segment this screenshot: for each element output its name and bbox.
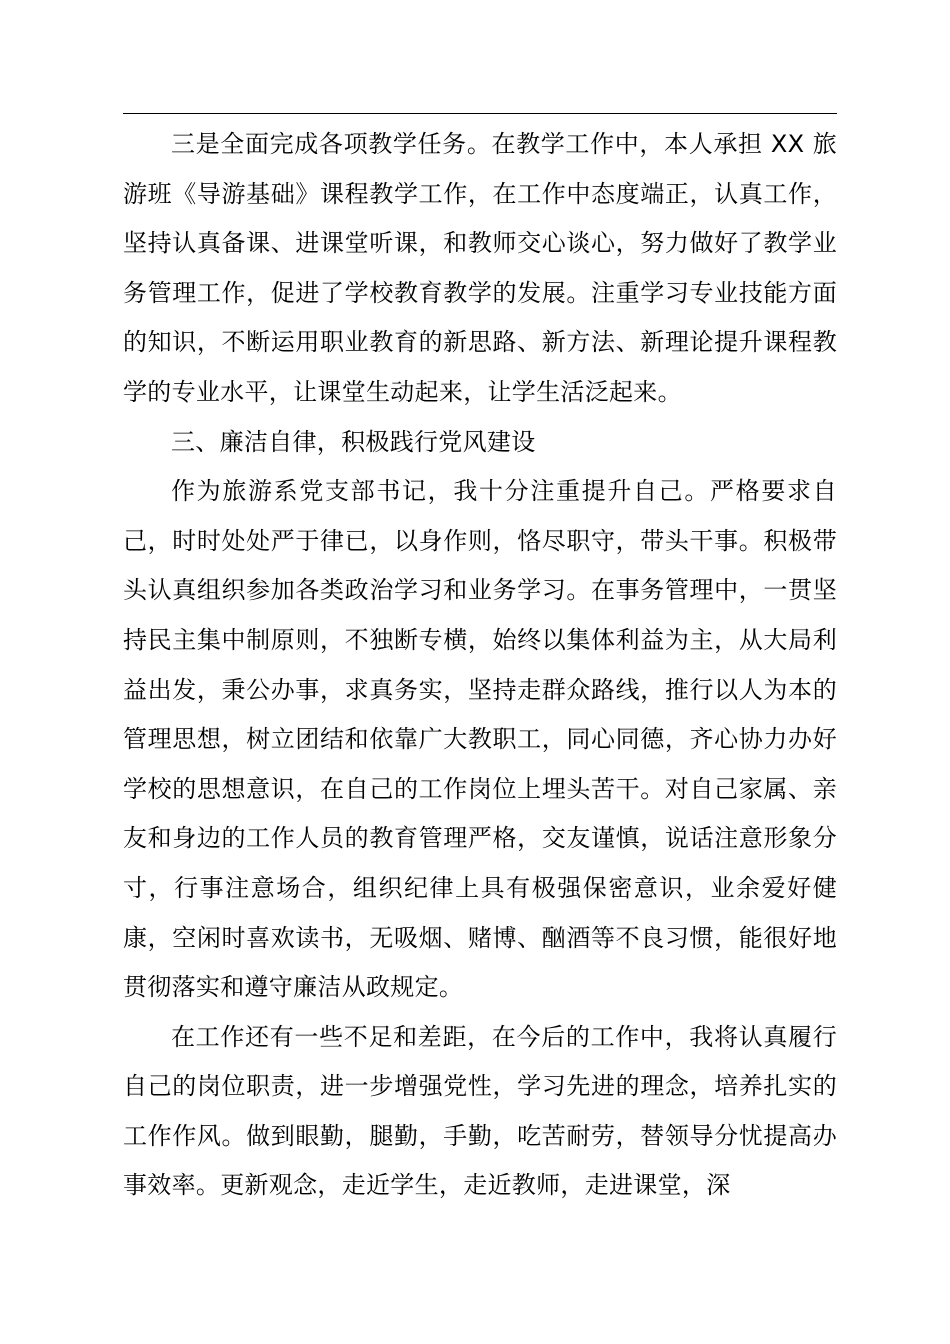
header-rule xyxy=(123,113,837,114)
paragraph-teaching-tasks: 三是全面完成各项教学任务。在教学工作中，本人承担 XX 旅游班《导游基础》课程教学工作，在工作中态度端正，认真工作，坚持认真备课、进课堂听课，和教师交心谈心，努力做好了教学业务管理工作，促进了学校教育教学的发展。注重学习专业技能方面的知识，不断运用职业教育的新思路、新方法、新理论提升课程教学的专业水平，让课堂生动起来，让学生活泛起来。 xyxy=(123,130,837,406)
paragraph-self-discipline: 作为旅游系党支部书记，我十分注重提升自己。严格要求自己，时时处处严于律已，以身作则，恪尽职守，带头干事。积极带头认真组织参加各类政治学习和业务学习。在事务管理中，一贯坚持民主集中制原则，不独断专横，始终以集体利益为主，从大局利益出发，秉公办事，求真务实，坚持走群众路线，推行以人为本的管理思想，树立团结和依靠广大教职工，同心同德，齐心协力办好学校的思想意识，在自己的工作岗位上埋头苦干。对自己家属、亲友和身边的工作人员的教育管理严格，交友谨慎，说话注意形象分寸，行事注意场合，组织纪律上具有极强保密意识，业余爱好健康，空闲时喜欢读书，无吸烟、赌博、酗酒等不良习惯，能很好地贯彻落实和遵守廉洁从政规定。 xyxy=(123,477,837,1002)
section-heading: 三、廉洁自律，积极践行党风建设 xyxy=(171,427,536,456)
paragraph-shortcomings: 在工作还有一些不足和差距，在今后的工作中，我将认真履行自己的岗位职责，进一步增强党性，学习先进的理念，培养扎实的工作作风。做到眼勤，腿勤，手勤，吃苦耐劳，替领导分忧提高办事效率。更新观念，走近学生，走近教师，走进课堂，深 xyxy=(123,1022,837,1200)
document-body xyxy=(123,120,837,1211)
